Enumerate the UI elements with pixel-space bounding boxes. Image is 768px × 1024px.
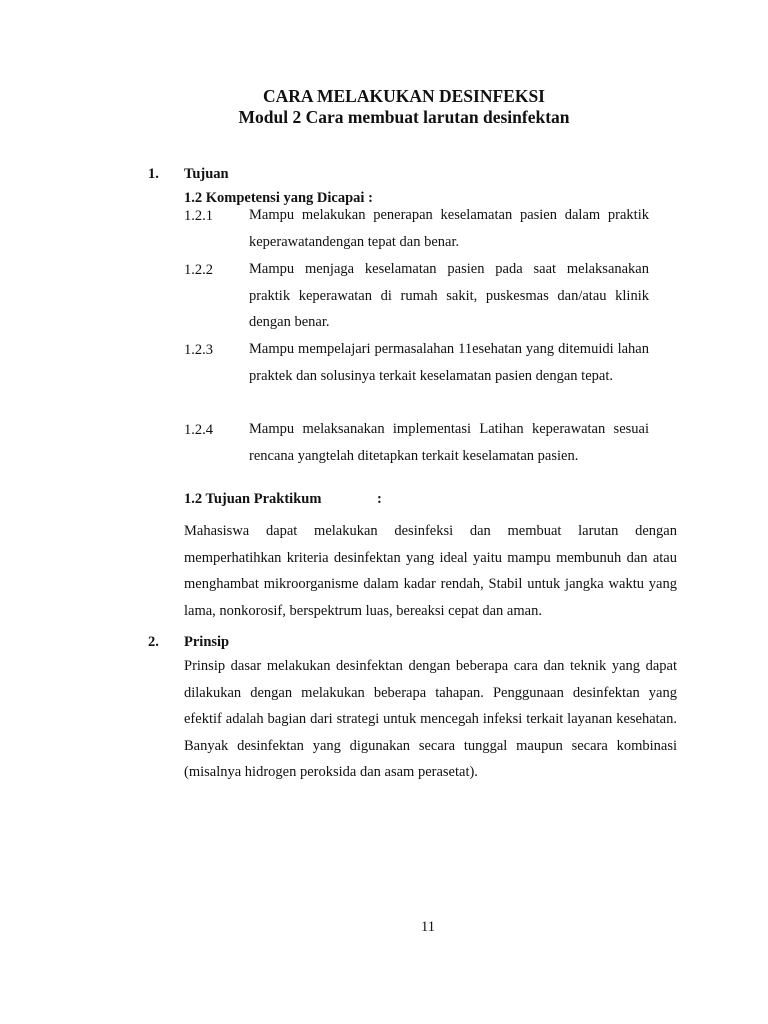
document-title: CARA MELAKUKAN DESINFEKSI: [263, 86, 545, 106]
page-number: 11: [421, 919, 435, 935]
section-1-heading: Tujuan: [184, 166, 229, 182]
kompetensi-item-3-text: Mampu mempelajari permasalahan 11esehatan yang ditemuidi lahan praktek dan solusinya terkait keselamatan pasien dengan tepat.: [249, 341, 649, 384]
praktikum-paragraph: Mahasiswa dapat melakukan desinfeksi dan membuat larutan dengan memperhatihkan kriteria desinfektan yang ideal yaitu mampu membunuh dan atau menghambat mikroorganisme dalam kadar rendah, Stabil untuk jangka waktu yang lama, nonkorosif, berspektrum luas, bereaksi cepat dan aman.: [184, 523, 677, 619]
kompetensi-item-2-text: Mampu menjaga keselamatan pasien pada saat melaksanakan praktik keperawatan di rumah sakit, puskesmas dan/atau klinik dengan benar.: [249, 261, 649, 331]
kompetensi-item-4-number: 1.2.4: [184, 422, 213, 438]
prinsip-paragraph: Prinsip dasar melakukan desinfektan dengan beberapa cara dan teknik yang dapat dilakukan dengan melakukan beberapa tahapan. Penggunaan desinfektan yang efektif adalah bagian dari strategi untuk mencegah infeksi terkait layanan kesehatan. Banyak desinfektan yang digunakan secara tunggal maupun secara kombinasi (misalnya hidrogen peroksida dan asam perasetat).: [184, 658, 677, 780]
section-2-number: 2.: [148, 634, 159, 650]
section-2-heading: Prinsip: [184, 634, 230, 650]
kompetensi-item-4-text: Mampu melaksanakan implementasi Latihan keperawatan sesuai rencana yangtelah ditetapkan terkait keselamatan pasien.: [249, 421, 649, 464]
kompetensi-item-1-text: Mampu melakukan penerapan keselamatan pasien dalam praktik keperawatandengan tepat dan benar.: [249, 207, 649, 250]
kompetensi-heading: 1.2 Kompetensi yang Dicapai :: [184, 190, 373, 206]
section-1-number: 1.: [148, 166, 159, 182]
document-subtitle: Modul 2 Cara membuat larutan desinfektan: [238, 107, 570, 127]
kompetensi-item-2-number: 1.2.2: [184, 262, 213, 278]
praktikum-colon: :: [377, 491, 382, 507]
kompetensi-item-1-number: 1.2.1: [184, 208, 213, 224]
praktikum-heading: 1.2 Tujuan Praktikum: [184, 491, 322, 507]
kompetensi-item-3-number: 1.2.3: [184, 342, 213, 358]
